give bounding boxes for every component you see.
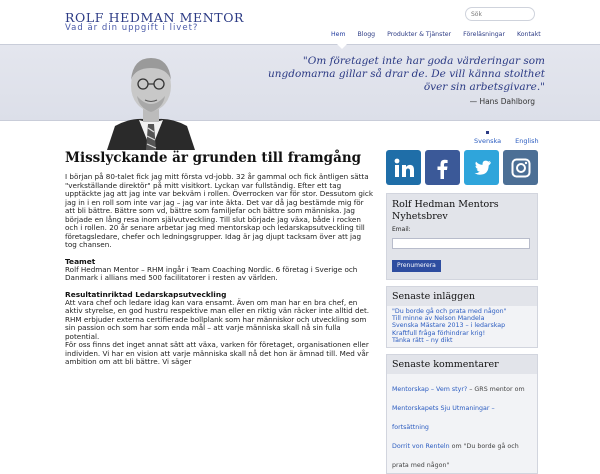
- comment-author-link[interactable]: Dorrit von Renteln: [392, 442, 450, 450]
- facebook-icon[interactable]: [425, 150, 460, 185]
- nav-item-kontakt[interactable]: Kontakt: [517, 31, 541, 38]
- article-title: Misslyckande är grunden till framgång: [65, 150, 362, 166]
- recent-post-link[interactable]: Till minne av Nelson Mandela: [392, 314, 485, 322]
- comment-by-text: – GRS mentor: [467, 385, 513, 393]
- comment-suffix: om: [512, 385, 525, 393]
- twitter-icon[interactable]: [464, 150, 499, 185]
- lang-svenska[interactable]: Svenska: [474, 137, 502, 145]
- nav-item-blogg[interactable]: Blogg: [357, 31, 376, 38]
- recent-posts-list: [387, 306, 537, 347]
- language-marker: [486, 131, 489, 134]
- recent-comments-title: Senaste kommentarer: [392, 358, 499, 370]
- recent-posts-box: [386, 286, 538, 348]
- nav-item-hem[interactable]: Hem: [331, 31, 346, 38]
- instagram-icon[interactable]: [503, 150, 538, 185]
- lang-english[interactable]: English: [515, 137, 539, 145]
- recent-comments-list: [387, 374, 537, 473]
- comment-author-link[interactable]: Mentorskap – Vem styr?: [392, 385, 468, 393]
- main-article: [65, 150, 375, 400]
- sidebar: [386, 150, 538, 469]
- recent-post-link[interactable]: "Du borde gå och prata med någon": [392, 307, 507, 315]
- recent-post-link[interactable]: Svenska Mästare 2013 – i ledarskap: [392, 322, 506, 330]
- active-nav-marker: [337, 44, 347, 49]
- comment-post-link[interactable]: Mentorskapets Sju Utmaningar – fortsättning: [392, 404, 495, 431]
- recent-post-link[interactable]: Kraftfull fråga förhindrar krig!: [392, 329, 486, 337]
- comment-suffix: om "Du borde gå och prata med någon": [392, 442, 519, 469]
- article-text-vision: För oss finns det inget annat sätt att växa, varken för företaget, organisationen eller individen. Vi har en vision att varje människa skall nå det hon är ämnad till. Med vår ambition om att bli bättre. Vi säger: [65, 340, 369, 366]
- article-text-ledarskap: Att vara chef och ledare idag kan vara ensamt. Även om man har en bra chef, en aktiv styrelse, en god hustru respektive man eller en riktig vän räcker inte alltid det. RHM erbjuder externa certifierade bollplank som har människor och utveckling som sin passion och som har som enda mål – att varje människa skall nå sin fulla potential.: [65, 297, 370, 341]
- site-title[interactable]: ROLF HEDMAN MENTOR: [65, 10, 245, 25]
- newsletter-title: Rolf Hedman Mentors Nyhetsbrev: [392, 199, 499, 222]
- recent-comments-box: [386, 354, 538, 474]
- site-tagline: Vad är din uppgift i livet?: [65, 23, 199, 33]
- social-links: [386, 150, 538, 185]
- site-header: [0, 0, 600, 44]
- subscribe-button[interactable]: Prenumerera: [392, 260, 441, 272]
- article-intro: I början på 80-talet fick jag mitt första vd-jobb. 32 år gammal och fick äntligen sätta "verkställande direktör" på mitt visitkort. Lyckan var fullständig. Efter ett tag upptäckte jag att jag inte var bekväm i rollen. Överrocken var för stor. Dessutom gick jag in i en roll som inte var jag – jag var inte äkta. Det var då jag bestämde mig för att bli bättre. Bättre som vd, bättre som familjefar och bättre som människa. Jag började en lång resa inom självutveckling. Till slut började jag växa, både i rocken och i rollen. 20 år senare arbetar jag med mentorskap och ledarskapsutveckling till företagsledare, chefer och ledningsgrupper. Idag är jag djupt tacksam över att jag tog chansen.: [65, 172, 373, 249]
- recent-posts-title: Senaste inläggen: [392, 290, 476, 302]
- recent-post-link[interactable]: Tänka rätt – ny dikt: [392, 337, 453, 345]
- newsletter-box: [386, 193, 538, 280]
- article-heading-teamet: Teamet: [65, 256, 96, 266]
- quote-author: — Hans Dahlborg: [469, 97, 535, 106]
- article-text-teamet: Rolf Hedman Mentor – RHM ingår i Team Coaching Nordic. 6 företag i Sverige och Danmark i allians med 500 facilitatorer i resten av världen.: [65, 264, 358, 282]
- newsletter-email-input[interactable]: [392, 238, 530, 249]
- article-heading-ledarskap: Resultatinriktad Ledarskapsutveckling: [65, 289, 227, 299]
- nav-item-forelasningar[interactable]: Föreläsningar: [463, 31, 506, 38]
- email-label: Email:: [392, 226, 411, 233]
- linkedin-icon[interactable]: [386, 150, 421, 185]
- nav-item-produkter[interactable]: Produkter & Tjänster: [387, 31, 452, 38]
- main-nav: [325, 30, 547, 42]
- portrait-image: [103, 46, 199, 150]
- search-input[interactable]: [465, 7, 535, 21]
- hero-quote: "Om företaget inte har goda värderingar som ungdomarna gillar så drar de. De vill känna stolthet över sin arbetsgivare.": [267, 55, 545, 93]
- language-switcher: [474, 137, 539, 145]
